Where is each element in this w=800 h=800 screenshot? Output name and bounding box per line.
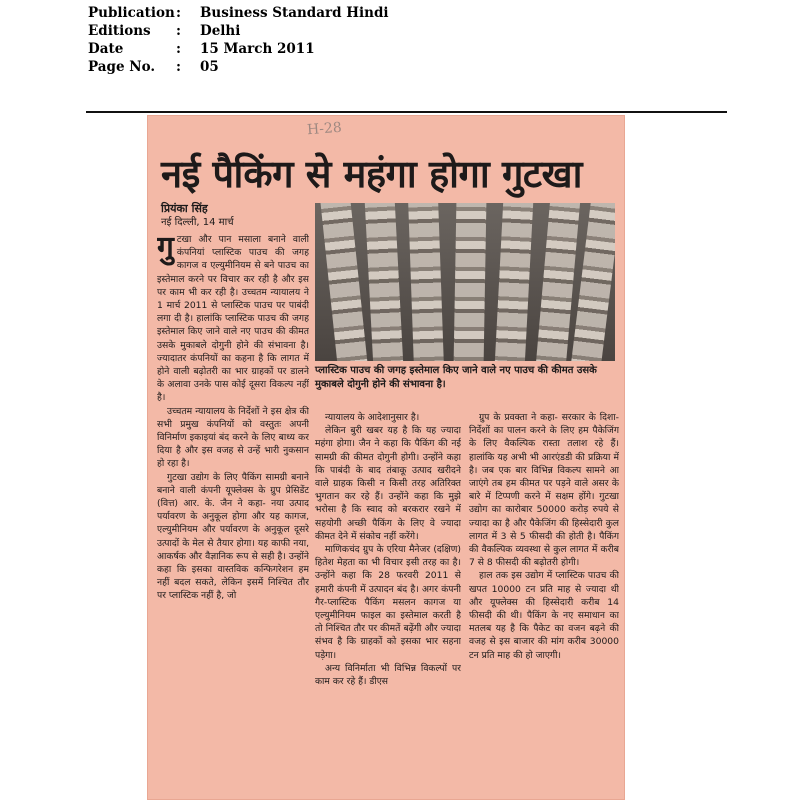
newspaper-clipping xyxy=(147,115,625,800)
handwritten-note: H-28 xyxy=(306,119,343,139)
photo-pouch-strip xyxy=(364,203,403,361)
article-column-3 xyxy=(469,411,619,799)
article-column-1 xyxy=(157,233,309,798)
meta-row-page xyxy=(88,58,389,76)
meta-key: Publication xyxy=(88,5,175,21)
dropcap: गु xyxy=(157,233,174,265)
meta-row-publication xyxy=(88,4,389,22)
photo-pouch-strip xyxy=(408,203,444,361)
clipping-metadata xyxy=(88,4,389,76)
meta-value: Business Standard Hindi xyxy=(200,5,389,21)
paragraph: न्यायालय के आदेशानुसार है। xyxy=(325,412,420,423)
paragraph: अन्य विनिर्माता भी विभिन्न विकल्पों पर काम कर रहे हैं। डीएस xyxy=(315,662,461,688)
dateline: नई दिल्ली, 14 मार्च xyxy=(161,217,234,228)
meta-row-editions xyxy=(88,22,389,40)
paragraph: लेकिन बुरी खबर यह है कि यह ज्यादा महंगा होगा। जैन ने कहा कि पैकिंग की नई सामग्री की कीमत दोगुनी होगी। उन्होंने कहा कि पाबंदी के बाद तंबाकू उत्पाद खरीदने वाले ग्राहक किसी न किसी तरह अतिरिक्त भुगतान कर रहे हैं। उन्होंने कहा कि मुझे भरोसा है कि स्वाद को बरकरार रखने में सहयोगी अच्छी पैकिंग के लिए वे ज्यादा कीमत देने में संकोच नहीं करेंगे। xyxy=(315,425,461,542)
meta-key: Page No. xyxy=(88,59,156,75)
photo-pouch-strip xyxy=(320,203,369,361)
paragraph: माणिकचंद ग्रुप के एरिया मैनेजर (दक्षिण) हितेश मेहता का भी विचार इसी तरह का है। उन्होंने कहा कि 28 फरवरी 2011 से हमारी कंपनी में उत्पादन बंद है। अगर कंपनी गैर-प्लास्टिक पैकिंग मसलन कागज या एल्युमीनियम फाइल का इस्तेमाल करती है तो निश्चित तौर पर कीमतें बढ़ेंगी और ज्यादा संभव है कि ग्राहकों को इसका भार सहना पड़ेगा। xyxy=(315,544,461,661)
photo-caption: प्लास्टिक पाउच की जगह इस्तेमाल किए जाने वाले नए पाउच की कीमत उसके मुकाबले दोगुनी होने की संभावना है। xyxy=(315,365,597,390)
headline: नई पैकिंग से महंगा होगा गुटखा xyxy=(161,152,582,196)
paragraph xyxy=(157,233,309,405)
paragraph: उच्चतम न्यायालय के निर्देशों ने इस क्षेत्र की सभी प्रमुख कंपनियों को वस्तुतः अपनी विनिर्माण इकाइयां बंद करने के लिए बाध्य कर दिया है और इस वजह से उन्हें भारी नुकसान हो रहा है। xyxy=(157,405,309,470)
meta-value: 15 March 2011 xyxy=(200,41,315,57)
news-photo xyxy=(315,203,615,361)
meta-colon: : xyxy=(176,23,181,39)
photo-pouch-strip xyxy=(494,203,533,361)
meta-colon: : xyxy=(176,41,181,57)
meta-value: Delhi xyxy=(200,23,241,39)
photo-pouch-strip xyxy=(453,203,486,361)
meta-key: Date xyxy=(88,41,124,57)
paragraph-text: टखा और पान मसाला बनाने वाली कंपनियां प्लास्टिक पाउच की जगह कागज व एल्युमीनियम से बने पाउच का इस्तेमाल करने पर विचार कर रही है और इस पर काम भी कर रही है। उच्चतम न्यायालय ने 1 मार्च 2011 से प्लास्टिक पाउच पर पाबंदी लगा दी है। हालांकि प्लास्टिक पाउच की जगह इस्तेमाल किए जाने वाले नए पाउच की कीमत उसके मुकाबले दोगुनी होने की संभावना है। ज्यादातर कंपनियों का कहना है कि लागत में होने वाली बढ़ोतरी का भार ग्राहकों पर डालने के अलावा उनके पास कोई दूसरा विकल्प नहीं है। xyxy=(157,234,309,404)
article-column-2 xyxy=(315,411,461,799)
paragraph: गुटखा उद्योग के लिए पैकिंग सामग्री बनाने बनाने वाली कंपनी यूफ्लेक्स के ग्रुप प्रेसिडेंट (वित्त) आर. के. जैन ने कहा- नया उत्पाद पर्यावरण के अनुकूल होगा और यह कागज, एल्युमीनियम और पर्यावरण के अनुकूल दूसरे उत्पादों के मेल से तैयार होगा। यह काफी नया, आकर्षक और वैज्ञानिक रूप से सही है। उन्होंने कहा कि इसका वास्तविक कन्फिगरेशन हम नहीं बदल सकते, लेकिन इसमें निश्चित तौर पर प्लास्टिक नहीं है, जो xyxy=(157,471,309,602)
meta-colon: : xyxy=(176,5,181,21)
separator-rule xyxy=(86,111,727,113)
meta-value: 05 xyxy=(200,59,219,75)
meta-row-date xyxy=(88,40,389,58)
meta-key: Editions xyxy=(88,23,151,39)
byline: प्रियंका सिंह xyxy=(161,202,208,215)
meta-colon: : xyxy=(176,59,181,75)
paragraph: हाल तक इस उद्योग में प्लास्टिक पाउच की खपत 10000 टन प्रति माह से ज्यादा थी और यूफ्लेक्स की हिस्सेदारी करीब 14 फीसदी की थी। पैकिंग के नए समाधान का मतलब यह है कि पैकेट का वजन बढ़ने की वजह से इस बाजार की मांग करीब 30000 टन प्रति माह की हो जाएगी। xyxy=(469,570,619,661)
paragraph: ग्रुप के प्रवक्ता ने कहा- सरकार के दिशा-निर्देशों का पालन करने के लिए हम पैकेजिंग के लिए वैकल्पिक रास्ता तलाश रहे हैं। हालांकि यह अभी भी आरएंडडी की प्रक्रिया में है। जब एक बार विभिन्न विकल्प सामने आ जाएंगे तब हम कीमत पर पड़ने वाले असर के बारे में टिप्पणी करने में सक्षम होंगे। गुटखा उद्योग का कारोबार 50000 करोड़ रुपये से ज्यादा का है और पैकेजिंग की हिस्सेदारी कुल लागत में 3 से 5 फीसदी की होती है। पैकिंग की वैकल्पिक व्यवस्था से कुल लागत में करीब 7 से 8 फीसदी की बढ़ोतरी होगी। xyxy=(469,412,619,569)
